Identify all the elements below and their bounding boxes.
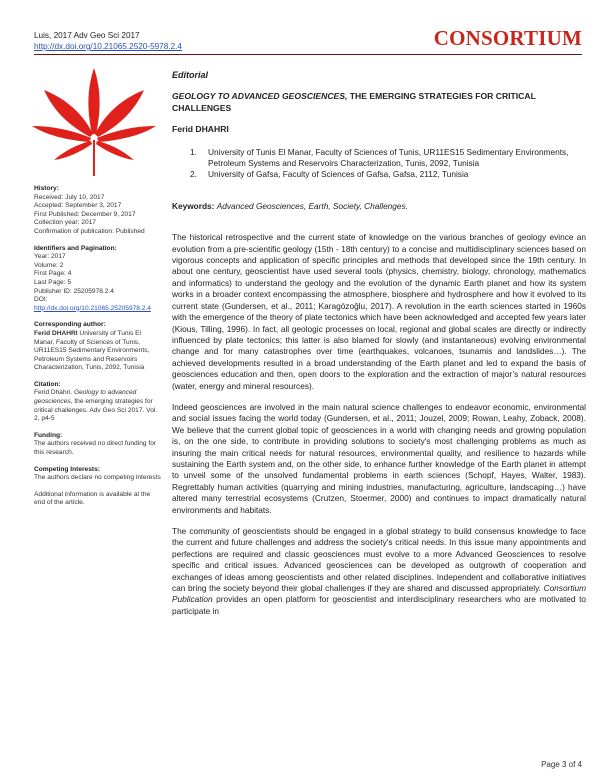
history-line: Received: July 10, 2017 [34, 193, 105, 201]
identifier-line: Publisher ID: 25205978.2.4 [34, 287, 114, 295]
citation-text [34, 389, 161, 423]
history-line: Confirmation of publication: Published [34, 227, 145, 235]
publisher-logo: CONSORTIUM [433, 26, 582, 50]
citation-heading: Citation: [34, 380, 61, 388]
identifier-line: Year: 2017 [34, 253, 66, 261]
citation-title: Geology to advanced geosciences [34, 389, 137, 406]
journal-citation: Luis, 2017 Adv Geo Sci 2017 [34, 31, 140, 40]
corresponding-heading: Corresponding author: [34, 321, 106, 329]
keywords [172, 201, 586, 212]
title-italic: GEOLOGY TO ADVANCED GEOSCIENCES, [172, 91, 348, 102]
history-section [34, 185, 161, 237]
affiliation-number: 1. [190, 146, 197, 157]
paragraph-text: The community of geoscientists should be engaged in a global strategy to build consensus knowledge to face the current and future challenges and address the society's critical needs. In this issue many appointments and perfections are required and classic geosciences must evolve to a more Advanced Geosciences to resolve specific and critical issues. Advanced geosciences can be developed as outgrowth of cooperation and exchanges of ideas among geoscientists and other related disciplines. Independent and collaborative initiatives can bring the society beyond their global challenges if they are shared and discussed appropriately. [172, 526, 586, 594]
additional-info: Additional information is available at the end of the article. [34, 490, 151, 507]
article-sidebar [34, 185, 161, 516]
corresponding-text [34, 330, 161, 373]
corresponding-section [34, 321, 161, 373]
article-title [172, 91, 586, 114]
history-line: First Published: December 9, 2017 [34, 210, 136, 218]
history-line: Accepted: September 3, 2017 [34, 202, 122, 210]
citation-section [34, 381, 161, 424]
keywords-list: Advanced Geosciences, Earth, Society, Challenges. [216, 200, 408, 211]
body-paragraph: Indeed geosciences are involved in the main natural science challenges to endeavor economic, environmental and social issues facing the world today (Gundersen, et al., 2011; Jouzel, 2009; Rowan, Leahy, Zoback, 2008). We believe that the current global topic of geosciences in a world with changing needs and growing population is, on the one side, to contribute in providing solutions to society's most challenging problems as much as insuring the main critical needs for natural resources, environmental quality, and resilience to hazards while sustaining the Earth system and, on the other side, to enhance further knowledge of the Earth planet in attempt to unveil some of the unsolved fundamental problems in earth sciences (Schopf, Hayes, Walter, 1983). Regrettably human activities (quarrying and mining industries, manufacturing, agriculture, landscaping…) have altered many terrestrial ecosystems (Crutzen, Stoermer, 2000) and continues to impact dramatically natural environments and habitats. [172, 401, 586, 515]
title-rest: THE EMERGING STRATEGIES FOR CRITICAL CHALLENGES [172, 91, 536, 113]
funding-heading: Funding: [34, 431, 63, 439]
competing-text: The authors declare no competing interests [34, 474, 161, 482]
paragraph-italic: Consortium Publication [172, 583, 586, 605]
author-name: Ferid DHAHRI [172, 124, 229, 135]
corresponding-affiliation: University of Tunis El Manar, Faculty of Sciences of Tunis, UR11ES15 Sedimentary Environments, Petroleum Systems and Reservoirs Characterization, Tunis, 2092, Tunisia [34, 329, 150, 372]
affiliation-text: University of Tunis El Manar, Faculty of Sciences of Tunis, UR11ES15 Sedimentary Environments, Petroleum Systems and Reservoirs Characterization, Tunis, 2092, Tunisia [208, 146, 569, 169]
citation-post: , the emerging strategies for critical challenges. Adv Geo Sci 2017. Vol. 2, p4-5 [34, 398, 158, 423]
sidebar-doi-link[interactable]: http://dx.doi.org/10.21065.25205978.2.4 [34, 304, 151, 312]
identifier-line: Volume: 2 [34, 261, 64, 269]
identifier-line: First Page: 4 [34, 270, 72, 278]
affiliation-text: University of Gafsa, Faculty of Sciences of Gafsa, Gafsa, 2112, Tunisia [208, 169, 469, 180]
article-type: Editorial [172, 70, 209, 80]
funding-section [34, 432, 161, 458]
leaf-logo-icon [30, 64, 158, 184]
article-body [172, 70, 586, 627]
identifiers-heading: Identifiers and Pagination: [34, 244, 117, 252]
funding-text: The authors received no direct funding for this research. [34, 440, 157, 457]
identifier-line: Last Page: 5 [34, 278, 72, 286]
header-divider [34, 54, 582, 55]
body-paragraph: The historical retrospective and the current state of knowledge on the various branches of geology evince an evolution from a pre-scientific geology (15th - 18th century) to a concise and multidisciplinary sciences based on vigorous concepts and application of specific principles and methods that developed since the 19th century. In about one century, geoscientist have used several tools (physics, chemistry, biology, chronology, mathematics and informatics) to understand the geology and the evolution of the dynamic Earth planet and how its system works in a broader context encompassing the atmosphere, biosphere and hydrosphere and how it evolved to its current state (Gundersen, et al., 2011; Karagözoğlu, 2017). A revolution in the earth sciences started in 1960s with the emergence of the theory of plate tectonics which have been acknowledged and accepted few years later (Kious, Tilling, 1996). In fact, all geologic processes on local, regional and global scales are directly or indirectly influenced by plate tectonics; this latter is also blamed for slowly (and instantaneous) evolving environmental change and for many catastrophes over time (earthquakes, volcanoes, tsunamis and landslides…). The achieved developments resulted in a broad understanding of the Earth planet and led to expand the basis of geosciences education and then, open doors to the exploration and the extraction of major’s natural resources (water, energy and mineral resources). [172, 232, 586, 391]
competing-heading: Competing Interests: [34, 465, 100, 473]
affiliation-list [190, 147, 586, 181]
identifier-line: DOI: [34, 296, 48, 304]
body-paragraph [172, 526, 586, 617]
running-header [34, 30, 182, 52]
page-number: Page 3 of 4 [541, 760, 582, 769]
affiliation-number: 2. [190, 169, 197, 180]
paragraph-text: provides an open platform for geoscientist and interdisciplinary researchers who are motivated to participate in [172, 594, 586, 616]
affiliation-item [190, 169, 586, 180]
identifiers-section [34, 245, 161, 314]
competing-section [34, 466, 161, 483]
doi-link[interactable]: http://dx.doi.org/10.21065.2520-5978.2.4 [34, 42, 182, 51]
corresponding-name: Ferid DHAHRI [34, 329, 78, 337]
history-heading: History: [34, 185, 59, 192]
citation-pre: Ferid Dhahri. [34, 389, 74, 397]
affiliation-item [190, 147, 586, 170]
history-line: Collection year: 2017 [34, 219, 96, 227]
keywords-label: Keywords: [172, 200, 215, 211]
